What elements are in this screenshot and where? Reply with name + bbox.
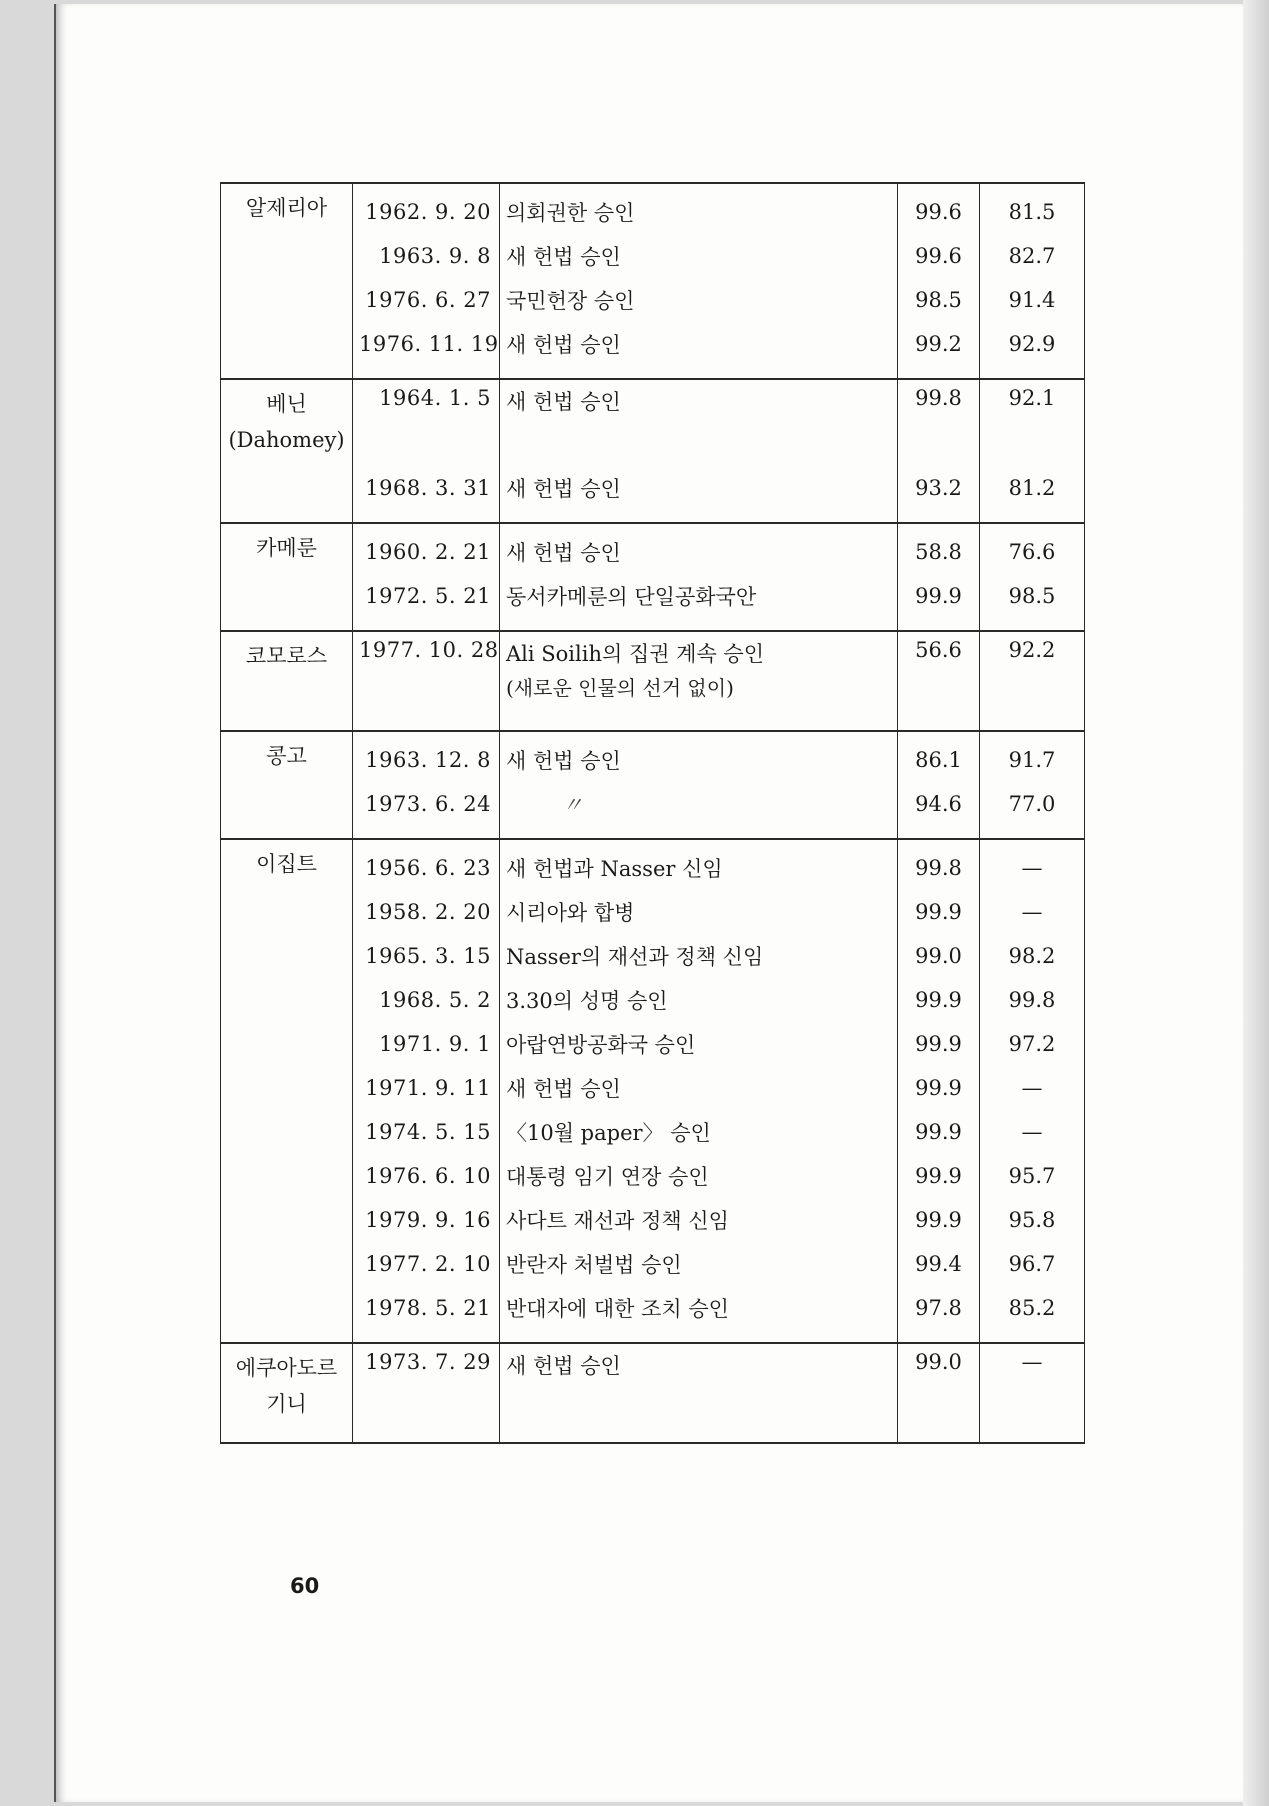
value-2-cell: — — [980, 1343, 1085, 1443]
country-name: 카메룬 — [256, 536, 317, 560]
value-1-cell: 99.9 — [898, 1022, 980, 1066]
value-2-cell: 96.7 — [980, 1242, 1085, 1286]
table-row — [221, 839, 1085, 890]
description-cell: 동서카메룬의 단일공화국안 — [500, 574, 898, 631]
date-cell: 1977. 2. 10 — [353, 1242, 500, 1286]
date-cell: 1972. 5. 21 — [353, 574, 500, 631]
date-cell: 1976. 6. 10 — [353, 1154, 500, 1198]
date-cell: 1965. 3. 15 — [353, 934, 500, 978]
value-1-cell: 99.4 — [898, 1242, 980, 1286]
country-name: 이집트 — [256, 852, 317, 876]
country-name: 콩고 — [266, 744, 307, 768]
value-1-cell: 99.9 — [898, 1066, 980, 1110]
description-cell: Nasser의 재선과 정책 신임 — [500, 934, 898, 978]
value-1-cell: 99.9 — [898, 574, 980, 631]
ditto-mark: 〃 — [562, 793, 583, 817]
value-2-cell: 81.5 — [980, 183, 1085, 234]
description-cell: 새 헌법 승인 — [500, 234, 898, 278]
description-cell: 의회권한 승인 — [500, 183, 898, 234]
date-cell: 1974. 5. 15 — [353, 1110, 500, 1154]
description-cell: 반대자에 대한 조치 승인 — [500, 1286, 898, 1343]
country-name: 알제리아 — [245, 196, 328, 220]
value-2-cell: 99.8 — [980, 978, 1085, 1022]
value-1-cell: 99.9 — [898, 1198, 980, 1242]
value-2-cell: 95.7 — [980, 1154, 1085, 1198]
description-cell: 대통령 임기 연장 승인 — [500, 1154, 898, 1198]
country-group-egypt — [221, 839, 1085, 1343]
date-cell: 1978. 5. 21 — [353, 1286, 500, 1343]
description-cell: 국민헌장 승인 — [500, 278, 898, 322]
description-cell: 시리아와 합병 — [500, 890, 898, 934]
description-cell: 〈10월 paper〉 승인 — [500, 1110, 898, 1154]
country-cell — [221, 731, 353, 839]
value-1-cell: 99.6 — [898, 234, 980, 278]
date-cell: 1979. 9. 16 — [353, 1198, 500, 1242]
value-1-cell: 97.8 — [898, 1286, 980, 1343]
country-group-cameroon — [221, 523, 1085, 631]
date-cell: 1971. 9. 11 — [353, 1066, 500, 1110]
description-cell — [500, 782, 898, 839]
date-cell: 1976. 11. 19 — [353, 322, 500, 379]
description-cell: 새 헌법 승인 — [500, 731, 898, 782]
date-cell: 1968. 3. 31 — [353, 466, 500, 523]
table-row — [221, 183, 1085, 234]
country-name: 코모로스 — [245, 644, 328, 668]
value-2-cell: 85.2 — [980, 1286, 1085, 1343]
page-number: 60 — [290, 1574, 320, 1598]
value-2-cell: — — [980, 839, 1085, 890]
value-2-cell: 92.9 — [980, 322, 1085, 379]
value-1-cell: 99.8 — [898, 839, 980, 890]
value-1-cell: 99.8 — [898, 379, 980, 466]
date-cell: 1958. 2. 20 — [353, 890, 500, 934]
value-1-cell: 58.8 — [898, 523, 980, 574]
value-1-cell: 56.6 — [898, 631, 980, 731]
country-group-equatorial-guinea — [221, 1343, 1085, 1443]
value-1-cell: 98.5 — [898, 278, 980, 322]
value-1-cell: 99.0 — [898, 1343, 980, 1443]
country-group-comoros — [221, 631, 1085, 731]
country-cell — [221, 631, 353, 731]
country-cell — [221, 183, 353, 379]
date-cell: 1962. 9. 20 — [353, 183, 500, 234]
value-2-cell: 91.7 — [980, 731, 1085, 782]
description-cell: 새 헌법 승인 — [500, 523, 898, 574]
value-2-cell: 97.2 — [980, 1022, 1085, 1066]
country-name: 베닌 — [266, 392, 307, 416]
date-cell: 1973. 6. 24 — [353, 782, 500, 839]
description-cell: 새 헌법 승인 — [500, 322, 898, 379]
value-1-cell: 93.2 — [898, 466, 980, 523]
date-cell: 1971. 9. 1 — [353, 1022, 500, 1066]
date-cell: 1968. 5. 2 — [353, 978, 500, 1022]
value-2-cell: 98.5 — [980, 574, 1085, 631]
value-1-cell: 99.2 — [898, 322, 980, 379]
description-cell: 3.30의 성명 승인 — [500, 978, 898, 1022]
country-cell — [221, 523, 353, 631]
value-1-cell: 99.9 — [898, 1110, 980, 1154]
value-2-cell: 92.1 — [980, 379, 1085, 466]
table-row — [221, 523, 1085, 574]
date-cell: 1973. 7. 29 — [353, 1343, 500, 1443]
value-2-cell: 98.2 — [980, 934, 1085, 978]
table-row — [221, 631, 1085, 731]
description-cell: 새 헌법 승인 — [500, 1066, 898, 1110]
date-cell: 1960. 2. 21 — [353, 523, 500, 574]
value-2-cell: 91.4 — [980, 278, 1085, 322]
date-cell: 1976. 6. 27 — [353, 278, 500, 322]
value-2-cell: 76.6 — [980, 523, 1085, 574]
value-2-cell: — — [980, 890, 1085, 934]
referendum-table — [220, 182, 1085, 1444]
value-2-cell: 95.8 — [980, 1198, 1085, 1242]
description-cell: 아랍연방공화국 승인 — [500, 1022, 898, 1066]
table-row — [221, 731, 1085, 782]
value-1-cell: 99.9 — [898, 890, 980, 934]
country-name: 에쿠아도르 기니 — [235, 1356, 338, 1416]
date-cell: 1977. 10. 28 — [353, 631, 500, 731]
country-group-benin — [221, 379, 1085, 523]
description-cell: 새 헌법 승인 — [500, 466, 898, 523]
date-cell: 1964. 1. 5 — [353, 379, 500, 466]
description-cell: 새 헌법 승인 — [500, 379, 898, 466]
value-2-cell: 82.7 — [980, 234, 1085, 278]
description-text: Ali Soilih의 집권 계속 승인 — [506, 642, 765, 666]
date-cell: 1963. 12. 8 — [353, 731, 500, 782]
table-row — [221, 1343, 1085, 1443]
country-cell — [221, 1343, 353, 1443]
value-1-cell: 94.6 — [898, 782, 980, 839]
value-1-cell: 99.9 — [898, 1154, 980, 1198]
description-cell: 새 헌법 승인 — [500, 1343, 898, 1443]
value-1-cell: 99.0 — [898, 934, 980, 978]
country-subname: (Dahomey) — [228, 428, 345, 452]
value-2-cell: — — [980, 1110, 1085, 1154]
date-cell: 1963. 9. 8 — [353, 234, 500, 278]
country-group-congo — [221, 731, 1085, 839]
description-cell: 반란자 처벌법 승인 — [500, 1242, 898, 1286]
value-2-cell: 92.2 — [980, 631, 1085, 731]
description-cell: 사다트 재선과 정책 신임 — [500, 1198, 898, 1242]
value-2-cell: — — [980, 1066, 1085, 1110]
value-1-cell: 99.9 — [898, 978, 980, 1022]
country-cell — [221, 379, 353, 523]
page-edge — [1243, 0, 1269, 1806]
date-cell: 1956. 6. 23 — [353, 839, 500, 890]
description-cell — [500, 631, 898, 731]
value-1-cell: 99.6 — [898, 183, 980, 234]
value-1-cell: 86.1 — [898, 731, 980, 782]
description-cell: 새 헌법과 Nasser 신임 — [500, 839, 898, 890]
table-row — [221, 379, 1085, 466]
description-note: (새로운 인물의 선거 없이) — [506, 676, 734, 700]
country-group-algeria — [221, 183, 1085, 379]
value-2-cell: 81.2 — [980, 466, 1085, 523]
country-cell — [221, 839, 353, 1343]
value-2-cell: 77.0 — [980, 782, 1085, 839]
